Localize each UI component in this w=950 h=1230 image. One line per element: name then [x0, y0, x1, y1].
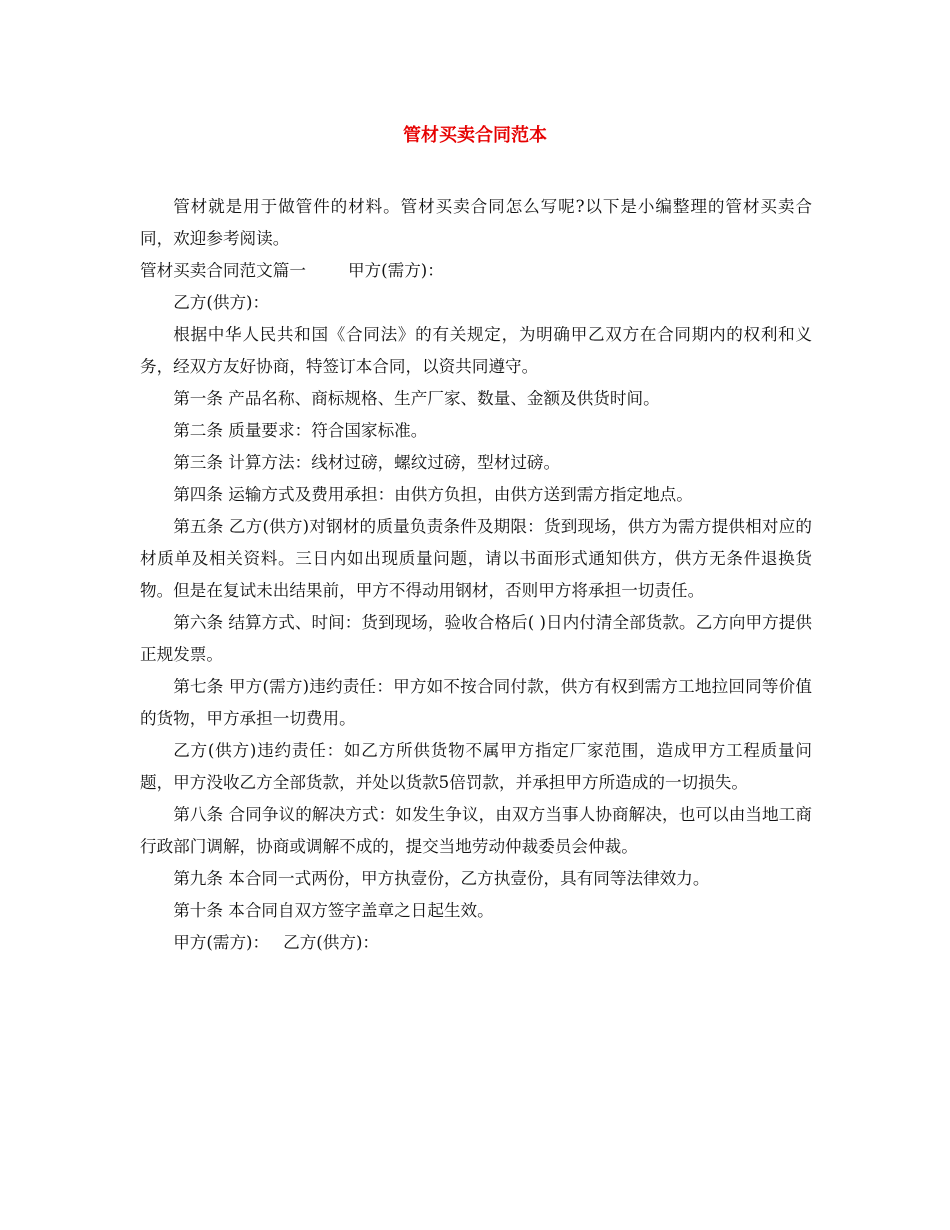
clause-5: 第五条 乙方(供方)对钢材的质量负责条件及期限：货到现场，供方为需方提供相对应的材质单及相关资料。三日内如出现质量问题，请以书面形式通知供方，供方无条件退换货物。但是在复试未出结果前，甲方不得动用钢材，否则甲方将承担一切责任。 — [140, 517, 812, 600]
signature-line — [140, 927, 812, 959]
clause-2: 第二条 质量要求：符合国家标准。 — [173, 421, 428, 440]
clause-4: 第四条 运输方式及费用承担：由供方负担，由供方送到需方指定地点。 — [173, 485, 693, 504]
clause-3: 第三条 计算方法：线材过磅，螺纹过磅，型材过磅。 — [173, 453, 561, 472]
clause-7: 第七条 甲方(需方)违约责任：甲方如不按合同付款，供方有权到需方工地拉回同等价值的货物，甲方承担一切费用。 — [140, 677, 812, 728]
clause-6: 第六条 结算方式、时间：货到现场，验收合格后( )日内付清全部货款。乙方向甲方提供正规发票。 — [140, 613, 812, 664]
document-title: 管材买卖合同范本 — [403, 125, 547, 146]
section-heading: 管材买卖合同范文篇一 — [140, 261, 306, 280]
signature-party-b: 乙方(供方)： — [283, 933, 380, 952]
party-b-label: 乙方(供方)： — [173, 293, 270, 312]
clause-1: 第一条 产品名称、商标规格、生产厂家、数量、金额及供货时间。 — [173, 389, 660, 408]
intro-paragraph: 管材就是用于做管件的材料。管材买卖合同怎么写呢?以下是小编整理的管材买卖合同，欢迎参考阅读。 — [140, 197, 812, 248]
document-body — [140, 191, 812, 959]
section-heading-line — [140, 255, 812, 287]
clause-9: 第九条 本合同一式两份，甲方执壹份，乙方执壹份，具有同等法律效力。 — [173, 869, 710, 888]
clause-10: 第十条 本合同自双方签字盖章之日起生效。 — [173, 901, 494, 920]
clause-7-party-b: 乙方(供方)违约责任：如乙方所供货物不属甲方指定厂家范围，造成甲方工程质量问题，甲方没收乙方全部货款，并处以货款5倍罚款，并承担甲方所造成的一切损失。 — [140, 741, 812, 792]
clause-preamble: 根据中华人民共和国《合同法》的有关规定，为明确甲乙双方在合同期内的权利和义务，经双方友好协商，特签订本合同，以资共同遵守。 — [140, 325, 812, 376]
signature-party-a: 甲方(需方)： — [173, 933, 270, 952]
party-a-label: 甲方(需方)： — [347, 261, 444, 280]
clause-8: 第八条 合同争议的解决方式：如发生争议，由双方当事人协商解决，也可以由当地工商行政部门调解，协商或调解不成的，提交当地劳动仲裁委员会仲裁。 — [140, 805, 812, 856]
